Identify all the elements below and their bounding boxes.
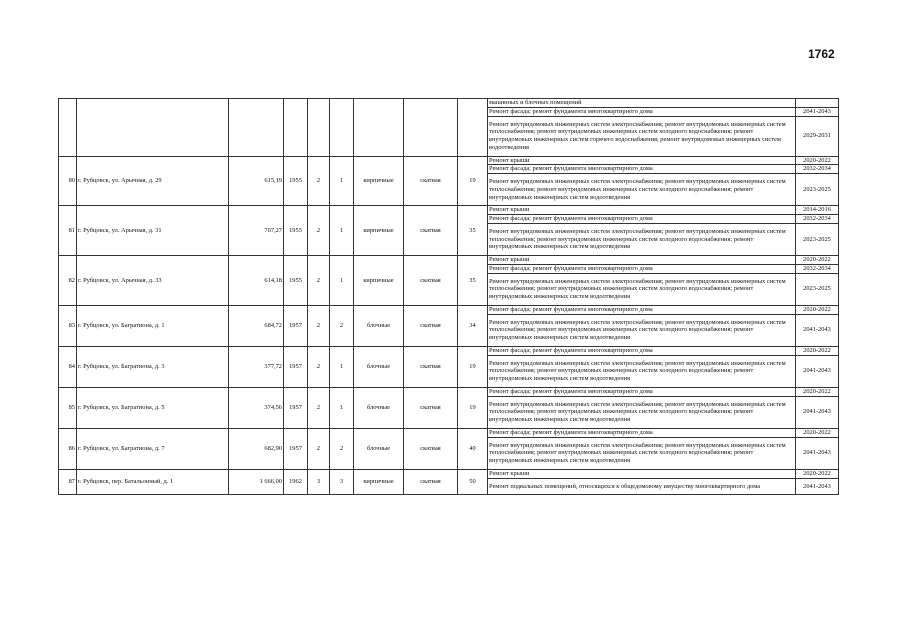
floors-cell: 2 xyxy=(308,305,330,346)
year-cell: 1955 xyxy=(284,256,308,306)
table-row xyxy=(59,206,839,215)
work-type-cell: Ремонт крыши xyxy=(488,156,796,165)
num-cell xyxy=(59,99,77,157)
work-type-cell: Ремонт фасада; ремонт фундамента многоквартирного дома xyxy=(488,387,796,396)
work-type-cell: Ремонт внутридомовых инженерных систем электроснабжения; ремонт внутридомовых инженерных систем теплоснабжения; ремонт внутридомовых инженерных систем холодного водоснабжения; ремонт внутридомовых инженерных систем горячего водоснабжения; ремонт внутридомовых инженерных систем водоотведения xyxy=(488,116,796,156)
table-row xyxy=(59,305,839,314)
wall-material-cell: кирпичные xyxy=(354,206,404,256)
work-type-cell: Ремонт фасада; ремонт фундамента многоквартирного дома xyxy=(488,428,796,437)
area-cell: 374,56 xyxy=(229,387,284,428)
work-type-cell: Ремонт крыши xyxy=(488,256,796,265)
roof-type-cell: скатная xyxy=(404,428,458,469)
work-type-cell: Ремонт внутридомовых инженерных систем электроснабжения; ремонт внутридомовых инженерных систем теплоснабжения; ремонт внутридомовых инженерных систем холодного водоснабжения; ремонт внутридомовых инженерных систем водоотведения xyxy=(488,437,796,469)
row-number-cell: 84 xyxy=(59,346,77,387)
year-cell: 1957 xyxy=(284,387,308,428)
apartments-cell: 34 xyxy=(458,305,488,346)
address-cell: г. Рубцовск, ул. Арычная, д. 31 xyxy=(77,206,229,256)
roof-type-cell: скатная xyxy=(404,206,458,256)
period-cell: 2020-2022 xyxy=(796,428,839,437)
period-cell: 2032-2034 xyxy=(796,215,839,224)
roof-cell xyxy=(404,99,458,157)
period-cell: 2020-2022 xyxy=(796,305,839,314)
page-number: 1762 xyxy=(808,47,835,61)
floors-cell xyxy=(308,99,330,157)
entrances-cell: 1 xyxy=(330,346,354,387)
work-type-cell: машинных и блочных помещений xyxy=(488,99,796,108)
floors-cell: 2 xyxy=(308,156,330,206)
work-type-cell: Ремонт крыши xyxy=(488,469,796,478)
row-number-cell: 86 xyxy=(59,428,77,469)
apartments-cell: 19 xyxy=(458,156,488,206)
wall-material-cell: блочные xyxy=(354,305,404,346)
work-type-cell: Ремонт фасада; ремонт фундамента многоквартирного дома xyxy=(488,165,796,174)
address-cell: г. Рубцовск, ул. Арычная, д. 33 xyxy=(77,256,229,306)
period-cell: 2020-2022 xyxy=(796,469,839,478)
period-cell: 2020-2022 xyxy=(796,387,839,396)
wall-material-cell: блочные xyxy=(354,387,404,428)
period-cell: 2020-2022 xyxy=(796,256,839,265)
apartments-cell: 50 xyxy=(458,469,488,494)
entrances-cell: 1 xyxy=(330,156,354,206)
entrances-cell: 1 xyxy=(330,256,354,306)
address-cell: г. Рубцовск, ул. Багратиона, д. 7 xyxy=(77,428,229,469)
period-cell: 2041-2043 xyxy=(796,478,839,495)
area-cell: 682,90 xyxy=(229,428,284,469)
row-number-cell: 82 xyxy=(59,256,77,306)
apartments-cell: 19 xyxy=(458,387,488,428)
work-type-cell: Ремонт фасада; ремонт фундамента многоквартирного дома xyxy=(488,264,796,273)
table-row xyxy=(59,469,839,478)
apartments-cell xyxy=(458,99,488,157)
registry-table xyxy=(58,98,839,495)
period-cell: 2020-2022 xyxy=(796,346,839,355)
year-cell xyxy=(284,99,308,157)
floors-cell: 2 xyxy=(308,428,330,469)
year-cell: 1957 xyxy=(284,428,308,469)
floors-cell: 2 xyxy=(308,387,330,428)
year-cell: 1955 xyxy=(284,156,308,206)
period-cell: 2020-2022 xyxy=(796,156,839,165)
table-row xyxy=(59,156,839,165)
work-type-cell: Ремонт фасада; ремонт фундамента многоквартирного дома xyxy=(488,215,796,224)
address-cell: г. Рубцовск, ул. Багратиона, д. 5 xyxy=(77,387,229,428)
year-cell: 1962 xyxy=(284,469,308,494)
table-row xyxy=(59,428,839,437)
row-number-cell: 85 xyxy=(59,387,77,428)
period-cell: 2041-2043 xyxy=(796,355,839,387)
area-cell: 684,72 xyxy=(229,305,284,346)
wall-material-cell: кирпичные xyxy=(354,156,404,206)
table-row xyxy=(59,256,839,265)
address-cell: г. Рубцовск, ул. Багратиона, д. 1 xyxy=(77,305,229,346)
work-type-cell: Ремонт внутридомовых инженерных систем электроснабжения; ремонт внутридомовых инженерных систем теплоснабжения; ремонт внутридомовых инженерных систем холодного водоснабжения; ремонт внутридомовых инженерных систем водоотведения xyxy=(488,174,796,206)
area-cell: 707,27 xyxy=(229,206,284,256)
entrances-cell: 2 xyxy=(330,305,354,346)
work-type-cell: Ремонт фасада; ремонт фундамента многоквартирного дома xyxy=(488,305,796,314)
material-cell xyxy=(354,99,404,157)
work-type-cell: Ремонт внутридомовых инженерных систем электроснабжения; ремонт внутридомовых инженерных систем теплоснабжения; ремонт внутридомовых инженерных систем холодного водоснабжения; ремонт внутридомовых инженерных систем водоотведения xyxy=(488,396,796,428)
period-cell: 2041-2043 xyxy=(796,107,839,116)
roof-type-cell: скатная xyxy=(404,256,458,306)
floors-cell: 2 xyxy=(308,256,330,306)
apartments-cell: 40 xyxy=(458,428,488,469)
entrances-cell: 1 xyxy=(330,206,354,256)
period-cell: 2023-2025 xyxy=(796,273,839,305)
address-cell: г. Рубцовск, ул. Арычная, д. 29 xyxy=(77,156,229,206)
wall-material-cell: блочные xyxy=(354,428,404,469)
area-cell: 1 666,00 xyxy=(229,469,284,494)
floors-cell: 2 xyxy=(308,206,330,256)
apartments-cell: 35 xyxy=(458,256,488,306)
roof-type-cell: скатная xyxy=(404,305,458,346)
entrances-cell: 2 xyxy=(330,428,354,469)
roof-type-cell: скатная xyxy=(404,387,458,428)
work-type-cell: Ремонт фасада; ремонт фундамента многоквартирного дома xyxy=(488,346,796,355)
work-type-cell: Ремонт крыши xyxy=(488,206,796,215)
period-cell: 2041-2043 xyxy=(796,314,839,346)
floors-cell: 3 xyxy=(308,469,330,494)
area-cell: 377,72 xyxy=(229,346,284,387)
wall-material-cell: кирпичные xyxy=(354,256,404,306)
work-type-cell: Ремонт внутридомовых инженерных систем электроснабжения; ремонт внутридомовых инженерных систем теплоснабжения; ремонт внутридомовых инженерных систем холодного водоснабжения; ремонт внутридомовых инженерных систем водоотведения xyxy=(488,223,796,255)
period-cell: 2032-2034 xyxy=(796,264,839,273)
apartments-cell: 19 xyxy=(458,346,488,387)
address-cell: г. Рубцовск, пер. Батальонный, д. 1 xyxy=(77,469,229,494)
area-cell: 614,18 xyxy=(229,256,284,306)
wall-material-cell: кирпичные xyxy=(354,469,404,494)
period-cell: 2029-2031 xyxy=(796,116,839,156)
year-cell: 1955 xyxy=(284,206,308,256)
period-cell: 2014-2016 xyxy=(796,206,839,215)
period-cell: 2032-2034 xyxy=(796,165,839,174)
row-number-cell: 81 xyxy=(59,206,77,256)
row-number-cell: 83 xyxy=(59,305,77,346)
row-number-cell: 80 xyxy=(59,156,77,206)
period-cell: 2023-2025 xyxy=(796,174,839,206)
period-cell xyxy=(796,99,839,108)
roof-type-cell: скатная xyxy=(404,156,458,206)
table-row xyxy=(59,99,839,108)
area-cell xyxy=(229,99,284,157)
row-number-cell: 87 xyxy=(59,469,77,494)
period-cell: 2041-2043 xyxy=(796,396,839,428)
address-cell xyxy=(77,99,229,157)
table-row xyxy=(59,346,839,355)
entrances-cell xyxy=(330,99,354,157)
roof-type-cell: скатная xyxy=(404,469,458,494)
year-cell: 1957 xyxy=(284,346,308,387)
floors-cell: 2 xyxy=(308,346,330,387)
year-cell: 1957 xyxy=(284,305,308,346)
area-cell: 615,19 xyxy=(229,156,284,206)
period-cell: 2041-2043 xyxy=(796,437,839,469)
table-row xyxy=(59,387,839,396)
work-type-cell: Ремонт подвальных помещений, относящихся к общедомовому имуществу многоквартирного дома xyxy=(488,478,796,495)
work-type-cell: Ремонт фасада; ремонт фундамента многоквартирного дома xyxy=(488,107,796,116)
address-cell: г. Рубцовск, ул. Багратиона, д. 3 xyxy=(77,346,229,387)
apartments-cell: 35 xyxy=(458,206,488,256)
period-cell: 2023-2025 xyxy=(796,223,839,255)
work-type-cell: Ремонт внутридомовых инженерных систем электроснабжения; ремонт внутридомовых инженерных систем теплоснабжения; ремонт внутридомовых инженерных систем холодного водоснабжения; ремонт внутридомовых инженерных систем водоотведения xyxy=(488,314,796,346)
wall-material-cell: блочные xyxy=(354,346,404,387)
entrances-cell: 3 xyxy=(330,469,354,494)
work-type-cell: Ремонт внутридомовых инженерных систем электроснабжения; ремонт внутридомовых инженерных систем теплоснабжения; ремонт внутридомовых инженерных систем холодного водоснабжения; ремонт внутридомовых инженерных систем водоотведения xyxy=(488,355,796,387)
roof-type-cell: скатная xyxy=(404,346,458,387)
entrances-cell: 1 xyxy=(330,387,354,428)
work-type-cell: Ремонт внутридомовых инженерных систем электроснабжения; ремонт внутридомовых инженерных систем теплоснабжения; ремонт внутридомовых инженерных систем холодного водоснабжения; ремонт внутридомовых инженерных систем водоотведения xyxy=(488,273,796,305)
